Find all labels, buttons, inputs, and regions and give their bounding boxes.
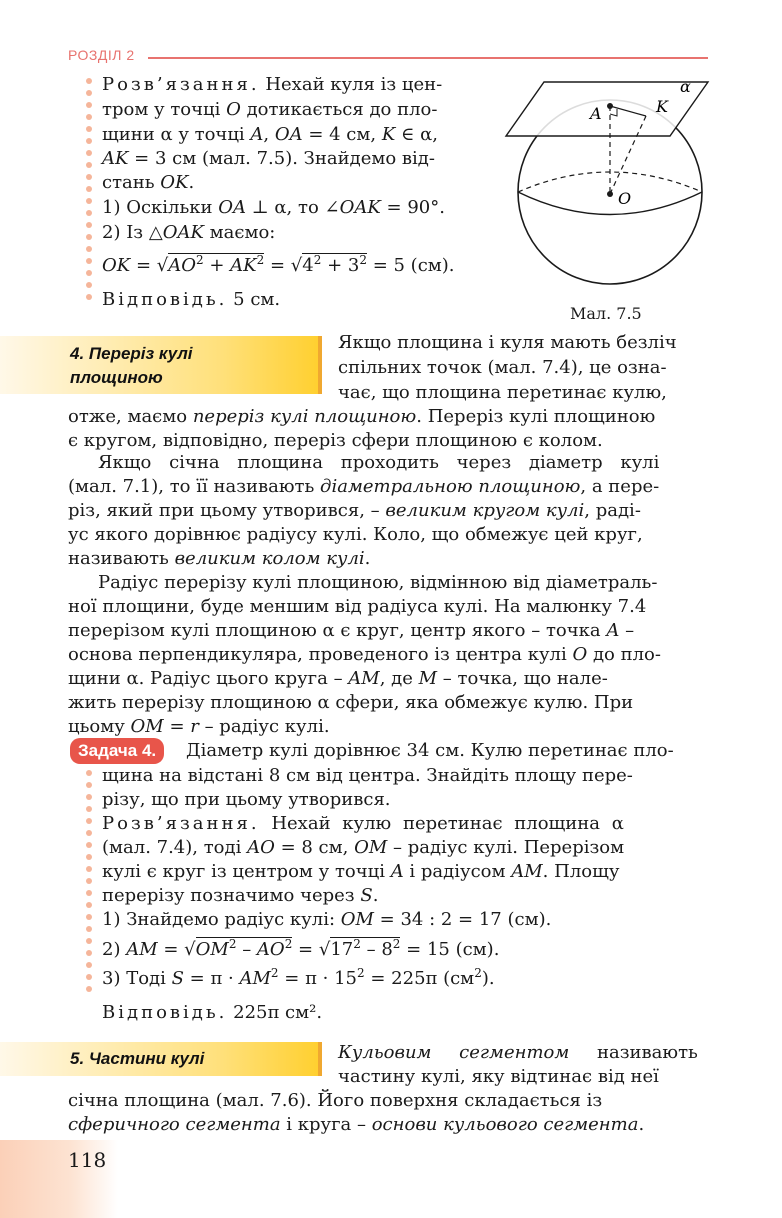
section5-title: 5. Частини кулі <box>70 1049 205 1068</box>
section4-line: називають великим колом кулі. <box>68 548 371 569</box>
section4-line: Якщо січна площина проходить через діаметр кулі <box>98 452 660 473</box>
task4-line: Розв’язання. Нехай кулю перетинає площина α <box>102 813 624 834</box>
task4-line: Діаметр кулі дорівнює 34 см. Кулю перетинає пло- <box>186 740 674 761</box>
margin-dots <box>86 770 92 998</box>
section4-line: Радіус перерізу кулі площиною, відмінною від діаметраль- <box>98 572 658 593</box>
tangent-plane <box>506 82 708 136</box>
section4-line: основа перпендикуляра, проведеного із центра кулі O до пло- <box>68 644 661 665</box>
task4-line: щина на відстані 8 см від центра. Знайдіть площу пере- <box>102 765 633 786</box>
section4-title-1: 4. Переріз кулі <box>70 344 193 363</box>
solution1-line: Розв’язання. Нехай куля із цен- <box>102 74 443 95</box>
solution1-line: стань OK. <box>102 172 195 193</box>
section-header: РОЗДІЛ 2 <box>68 47 135 63</box>
page-number: 118 <box>68 1148 107 1172</box>
solution1-line: щини α у точці A, OA = 4 см, K ∈ α, <box>102 124 438 145</box>
answer4: Відповідь. 225π см². <box>102 1002 323 1023</box>
formula-am: 2) AM = $√OM^2 - AO^2 = √17^2 - 8^2 = 15$ (см). <box>102 937 500 960</box>
solution1-line: тром у точці O дотикається до пло- <box>102 99 438 120</box>
section4-line: спільних точок (мал. 7.4), це озна- <box>338 357 667 378</box>
section4-line: щини α. Радіус цього круга – AM, де M – точка, що нале- <box>68 668 608 689</box>
figure-caption: Мал. 7.5 <box>570 304 642 323</box>
margin-dots <box>86 78 92 306</box>
task4-line: 3) Тоді $S = \pi \cdot AM^2 = \pi \cdot 15^2 = 225\pi$ $(см^2)$. <box>102 966 495 989</box>
sphere-figure <box>500 72 720 302</box>
formula-ok: OK = $√AO^2 + AK^2 = √4^2 + 3^2 = 5$ (см). <box>102 253 455 276</box>
section4-line: Якщо площина і куля мають безліч <box>338 332 677 353</box>
label-a: A <box>590 104 602 123</box>
task4-line: 1) Знайдемо радіус кулі: OM = 34 : 2 = 17 (см). <box>102 909 552 930</box>
section4-title-2: площиною <box>70 368 163 387</box>
section4-line: (мал. 7.1), то її називають діаметральною площиною, а пере- <box>68 476 660 497</box>
section4-line: чає, що площина перетинає кулю, <box>338 382 667 403</box>
section4-line: ної площини, буде меншим від радіуса кулі. На малюнку 7.4 <box>68 596 647 617</box>
section5-line: сферичного сегмента і круга – основи кульового сегмента. <box>68 1114 645 1135</box>
label-k: K <box>656 97 668 116</box>
section4-line: ус якого дорівнює радіусу кулі. Коло, що обмежує цей круг, <box>68 524 643 545</box>
section4-line: є кругом, відповідно, переріз сфери площиною є колом. <box>68 430 603 451</box>
header-rule <box>148 57 708 59</box>
task4-line: кулі є круг із центром у точці A і радіусом AM. Площу <box>102 861 620 882</box>
label-o: O <box>618 189 632 208</box>
solution1-line: 1) Оскільки OA ⊥ α, то ∠OAK = 90°. <box>102 197 445 218</box>
section5-line: січна площина (мал. 7.6). Його поверхня складається із <box>68 1090 603 1111</box>
section4-line: цьому OM = r – радіус кулі. <box>68 716 330 737</box>
task4-line: різу, що при цьому утворився. <box>102 789 391 810</box>
task4-line: перерізу позначимо через S. <box>102 885 379 906</box>
task4-line: (мал. 7.4), тоді AO = 8 см, OM – радіус кулі. Перерізом <box>102 837 625 858</box>
answer1: Відповідь. 5 см. <box>102 289 281 310</box>
section5-line: Кульовим сегментом називають <box>338 1042 698 1063</box>
label-alpha: α <box>680 77 691 96</box>
task-badge: Задача 4. <box>70 738 164 764</box>
solution1-line: 2) Із △OAK маємо: <box>102 222 276 243</box>
section4-line: перерізом кулі площиною α є круг, центр якого – точка A – <box>68 620 635 641</box>
section4-line: жить перерізу площиною α сфери, яка обмежує кулю. При <box>68 692 634 713</box>
section4-line: отже, маємо переріз кулі площиною. Переріз кулі площиною <box>68 406 656 427</box>
solution1-line: AK = 3 см (мал. 7.5). Знайдемо від- <box>102 148 435 169</box>
section5-line: частину кулі, яку відтинає від неї <box>338 1066 659 1087</box>
section4-line: різ, який при цьому утворився, – великим кругом кулі, раді- <box>68 500 641 521</box>
